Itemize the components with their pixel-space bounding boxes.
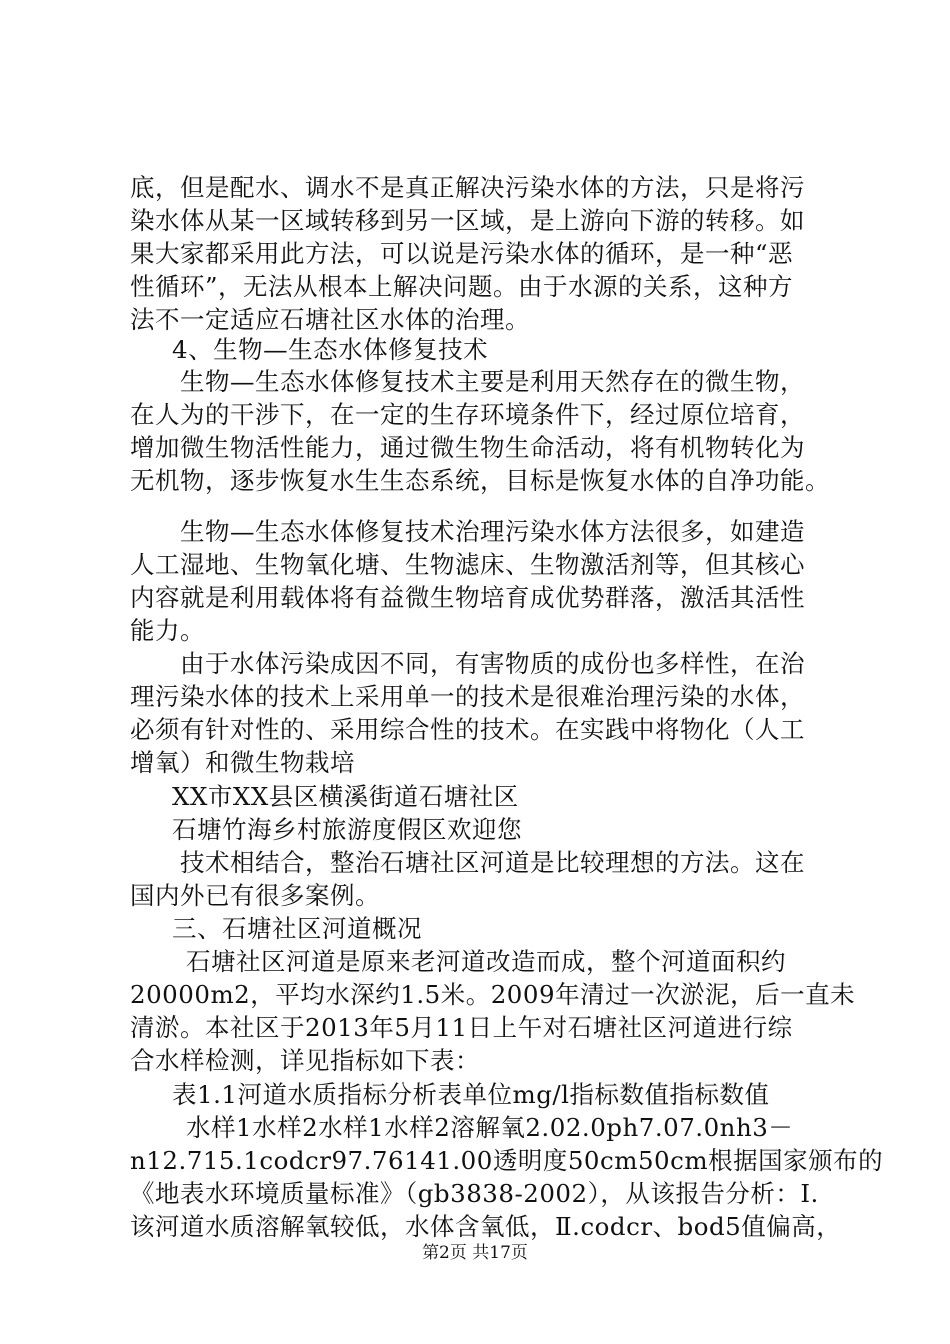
body-text-line: 理污染水体的技术上采用单一的技术是很难治理污染的水体， bbox=[130, 682, 805, 711]
table-caption: 表1.1河道水质指标分析表单位mg/l指标数值指标数值 bbox=[172, 1080, 770, 1109]
body-text-line: 内容就是利用载体将有益微生物培育成优势群落，激活其活性 bbox=[130, 583, 805, 612]
body-text-line: n12.715.1codcr97.76141.00透明度50cm50cm根据国家颁布的 bbox=[130, 1146, 884, 1175]
section-heading: 三、石塘社区河道概况 bbox=[172, 914, 422, 943]
body-text-line: 增加微生物活性能力，通过微生物生命活动，将有机物转化为 bbox=[130, 433, 805, 462]
body-text-line: 生物—生态水体修复技术主要是利用天然存在的微生物， bbox=[180, 367, 805, 396]
page-number-footer: 第2页 共17页 bbox=[422, 1243, 528, 1263]
body-text-line: 在人为的干涉下，在一定的生存环境条件下，经过原位培育， bbox=[130, 400, 805, 429]
body-text-line: 生物—生态水体修复技术治理污染水体方法很多，如建造 bbox=[180, 517, 805, 546]
body-text-line: 必须有针对性的、采用综合性的技术。在实践中将物化（人工 bbox=[130, 715, 805, 744]
body-text-line: 石塘竹海乡村旅游度假区欢迎您 bbox=[172, 815, 522, 844]
body-text-line: 国内外已有很多案例。 bbox=[130, 881, 380, 910]
body-text-line: 该河道水质溶解氧较低，水体含氧低，Ⅱ.codcr、bod5值偏高， bbox=[130, 1212, 842, 1241]
body-text-line: 清淤。本社区于2013年5月11日上午对石塘社区河道进行综 bbox=[130, 1013, 793, 1042]
section-heading: 4、生物—生态水体修复技术 bbox=[172, 335, 489, 364]
body-text-line: 性循环”，无法从根本上解决问题。由于水源的关系，这种方 bbox=[130, 272, 794, 301]
body-text-line: 人工湿地、生物氧化塘、生物滤床、生物激活剂等，但其核心 bbox=[130, 550, 805, 579]
body-text-line: 技术相结合，整治石塘社区河道是比较理想的方法。这在 bbox=[180, 848, 805, 877]
body-text-line: XX市XX县区横溪街道石塘社区 bbox=[172, 782, 519, 811]
body-text-line: 水样1水样2水样1水样2溶解氧2.02.0ph7.07.0nh3－ bbox=[186, 1113, 794, 1142]
body-text-line: 无机物，逐步恢复水生生态系统，目标是恢复水体的自净功能。 bbox=[130, 466, 830, 495]
body-text-line: 能力。 bbox=[130, 616, 205, 645]
body-text-line: 由于水体污染成因不同，有害物质的成份也多样性，在治 bbox=[180, 649, 805, 678]
body-text-line: 染水体从某一区域转移到另一区域，是上游向下游的转移。如 bbox=[130, 206, 805, 235]
body-text-line: 法不一定适应石塘社区水体的治理。 bbox=[130, 305, 530, 334]
body-text-line: 增氧）和微生物栽培 bbox=[130, 748, 355, 777]
body-text-line: 石塘社区河道是原来老河道改造而成，整个河道面积约 bbox=[186, 947, 786, 976]
body-text-line: 20000m2，平均水深约1.5米。2009年清过一次淤泥，后一直未 bbox=[130, 980, 856, 1009]
body-text-line: 果大家都采用此方法，可以说是污染水体的循环，是一种“恶 bbox=[130, 239, 794, 268]
body-text-line: 《地表水环境质量标准》（gb3838-2002），从该报告分析：Ⅰ. bbox=[130, 1179, 819, 1208]
body-text-line: 底，但是配水、调水不是真正解决污染水体的方法，只是将污 bbox=[130, 173, 805, 202]
body-text-line: 合水样检测，详见指标如下表： bbox=[130, 1046, 480, 1075]
